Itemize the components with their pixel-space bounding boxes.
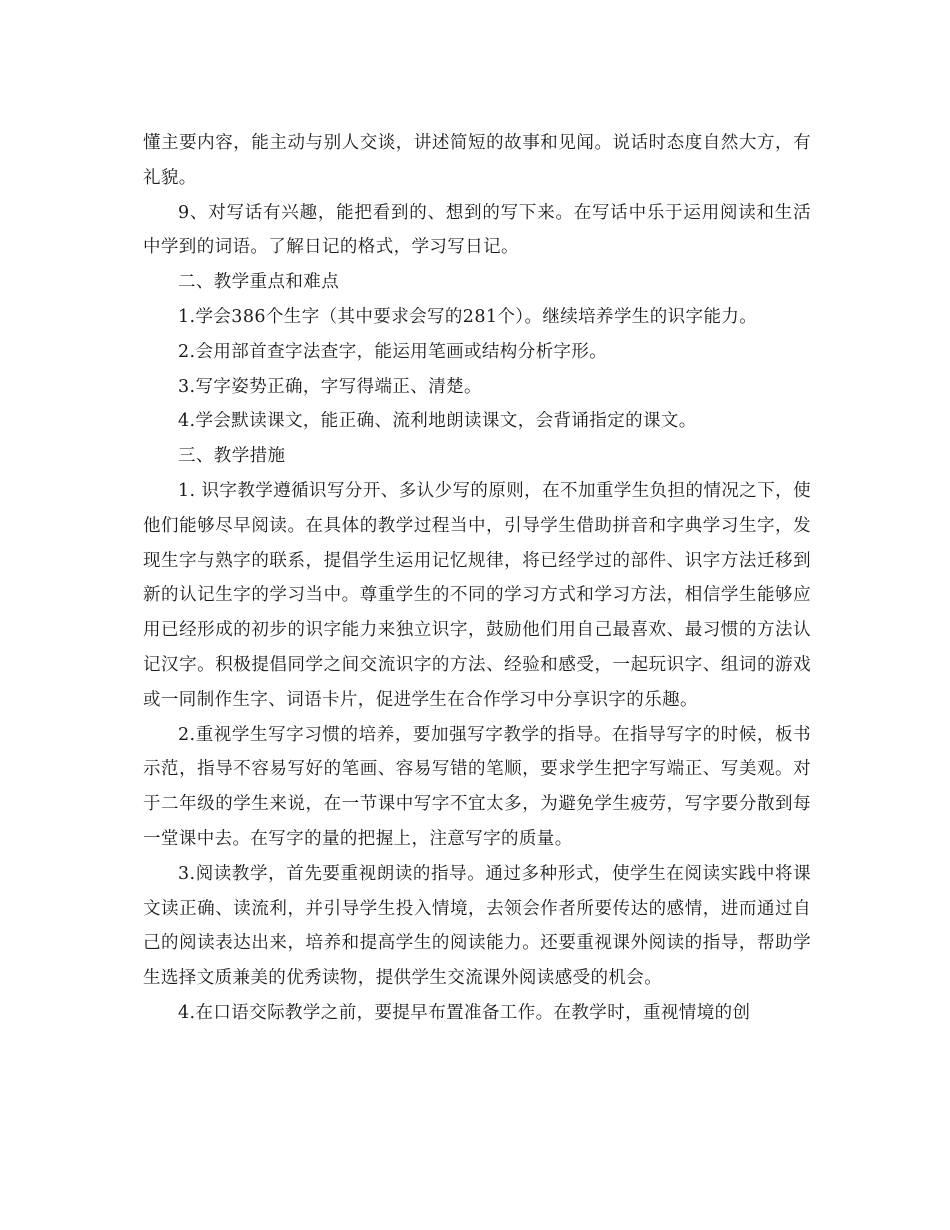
measure-4: 4.在口语交际教学之前，要提早布置准备工作。在教学时，重视情境的创 (178, 1002, 751, 1023)
measure-1: 1. 识字教学遵循识写分开、多认少写的原则，在不加重学生负担的情况之下，使他们能够尽早阅读。在具体的教学过程当中，引导学生借助拼音和字典学习生字，发现生字与熟字的联系，提倡学生运用记忆规律，将已经学过的部件、识字方法迁移到新的认记生字的学习当中。尊重学生的不同的学习方式和学习方法，相信学生能够应用已经形成的初步的识字能力来独立识字，鼓励他们用自己最喜欢、最习惯的方法认记汉字。积极提倡同学之间交流识字的方法、经验和感受，一起玩识字、组词的游戏或一同制作生字、词语卡片，促进学生在合作学习中分享识字的乐趣。 (143, 480, 811, 710)
measure-3: 3.阅读教学，首先要重视朗读的指导。通过多种形式，使学生在阅读实践中将课文读正确、读流利，并引导学生投入情境，去领会作者所要传达的感情，进而通过自己的阅读表达出来，培养和提高学生的阅读能力。还要重视课外阅读的指导，帮助学生选择文质兼美的优秀读物，提供学生交流课外阅读感受的机会。 (143, 863, 811, 989)
measure-2: 2.重视学生写字习惯的培养，要加强写字教学的指导。在指导写字的时候，板书示范，指导不容易写好的笔画、容易写错的笔顺，要求学生把字写端正、写美观。对于二年级的学生来说，在一节课中写字不宜太多，为避免学生疲劳，写字要分散到每一堂课中去。在写字的量的把握上，注意写字的质量。 (143, 724, 811, 849)
key-point-1: 1.学会386个生字（其中要求会写的281个）。继续培养学生的识字能力。 (178, 306, 758, 327)
paragraph-continued: 懂主要内容，能主动与别人交谈，讲述简短的故事和见闻。说话时态度自然大方，有礼貌。 (143, 133, 811, 188)
key-point-4: 4.学会默读课文，能正确、流利地朗读课文，会背诵指定的课文。 (178, 411, 697, 432)
section-heading-measures: 三、教学措施 (178, 446, 286, 467)
key-point-3: 3.写字姿势正确，字写得端正、清楚。 (178, 376, 482, 397)
document-body (143, 126, 811, 1031)
section-heading-key-points: 二、教学重点和难点 (178, 272, 340, 293)
key-point-2: 2.会用部首查字法查字，能运用笔画或结构分析字形。 (178, 341, 608, 362)
paragraph-item-9: 9、对写话有兴趣，能把看到的、想到的写下来。在写话中乐于运用阅读和生活中学到的词语。了解日记的格式，学习写日记。 (143, 202, 811, 258)
